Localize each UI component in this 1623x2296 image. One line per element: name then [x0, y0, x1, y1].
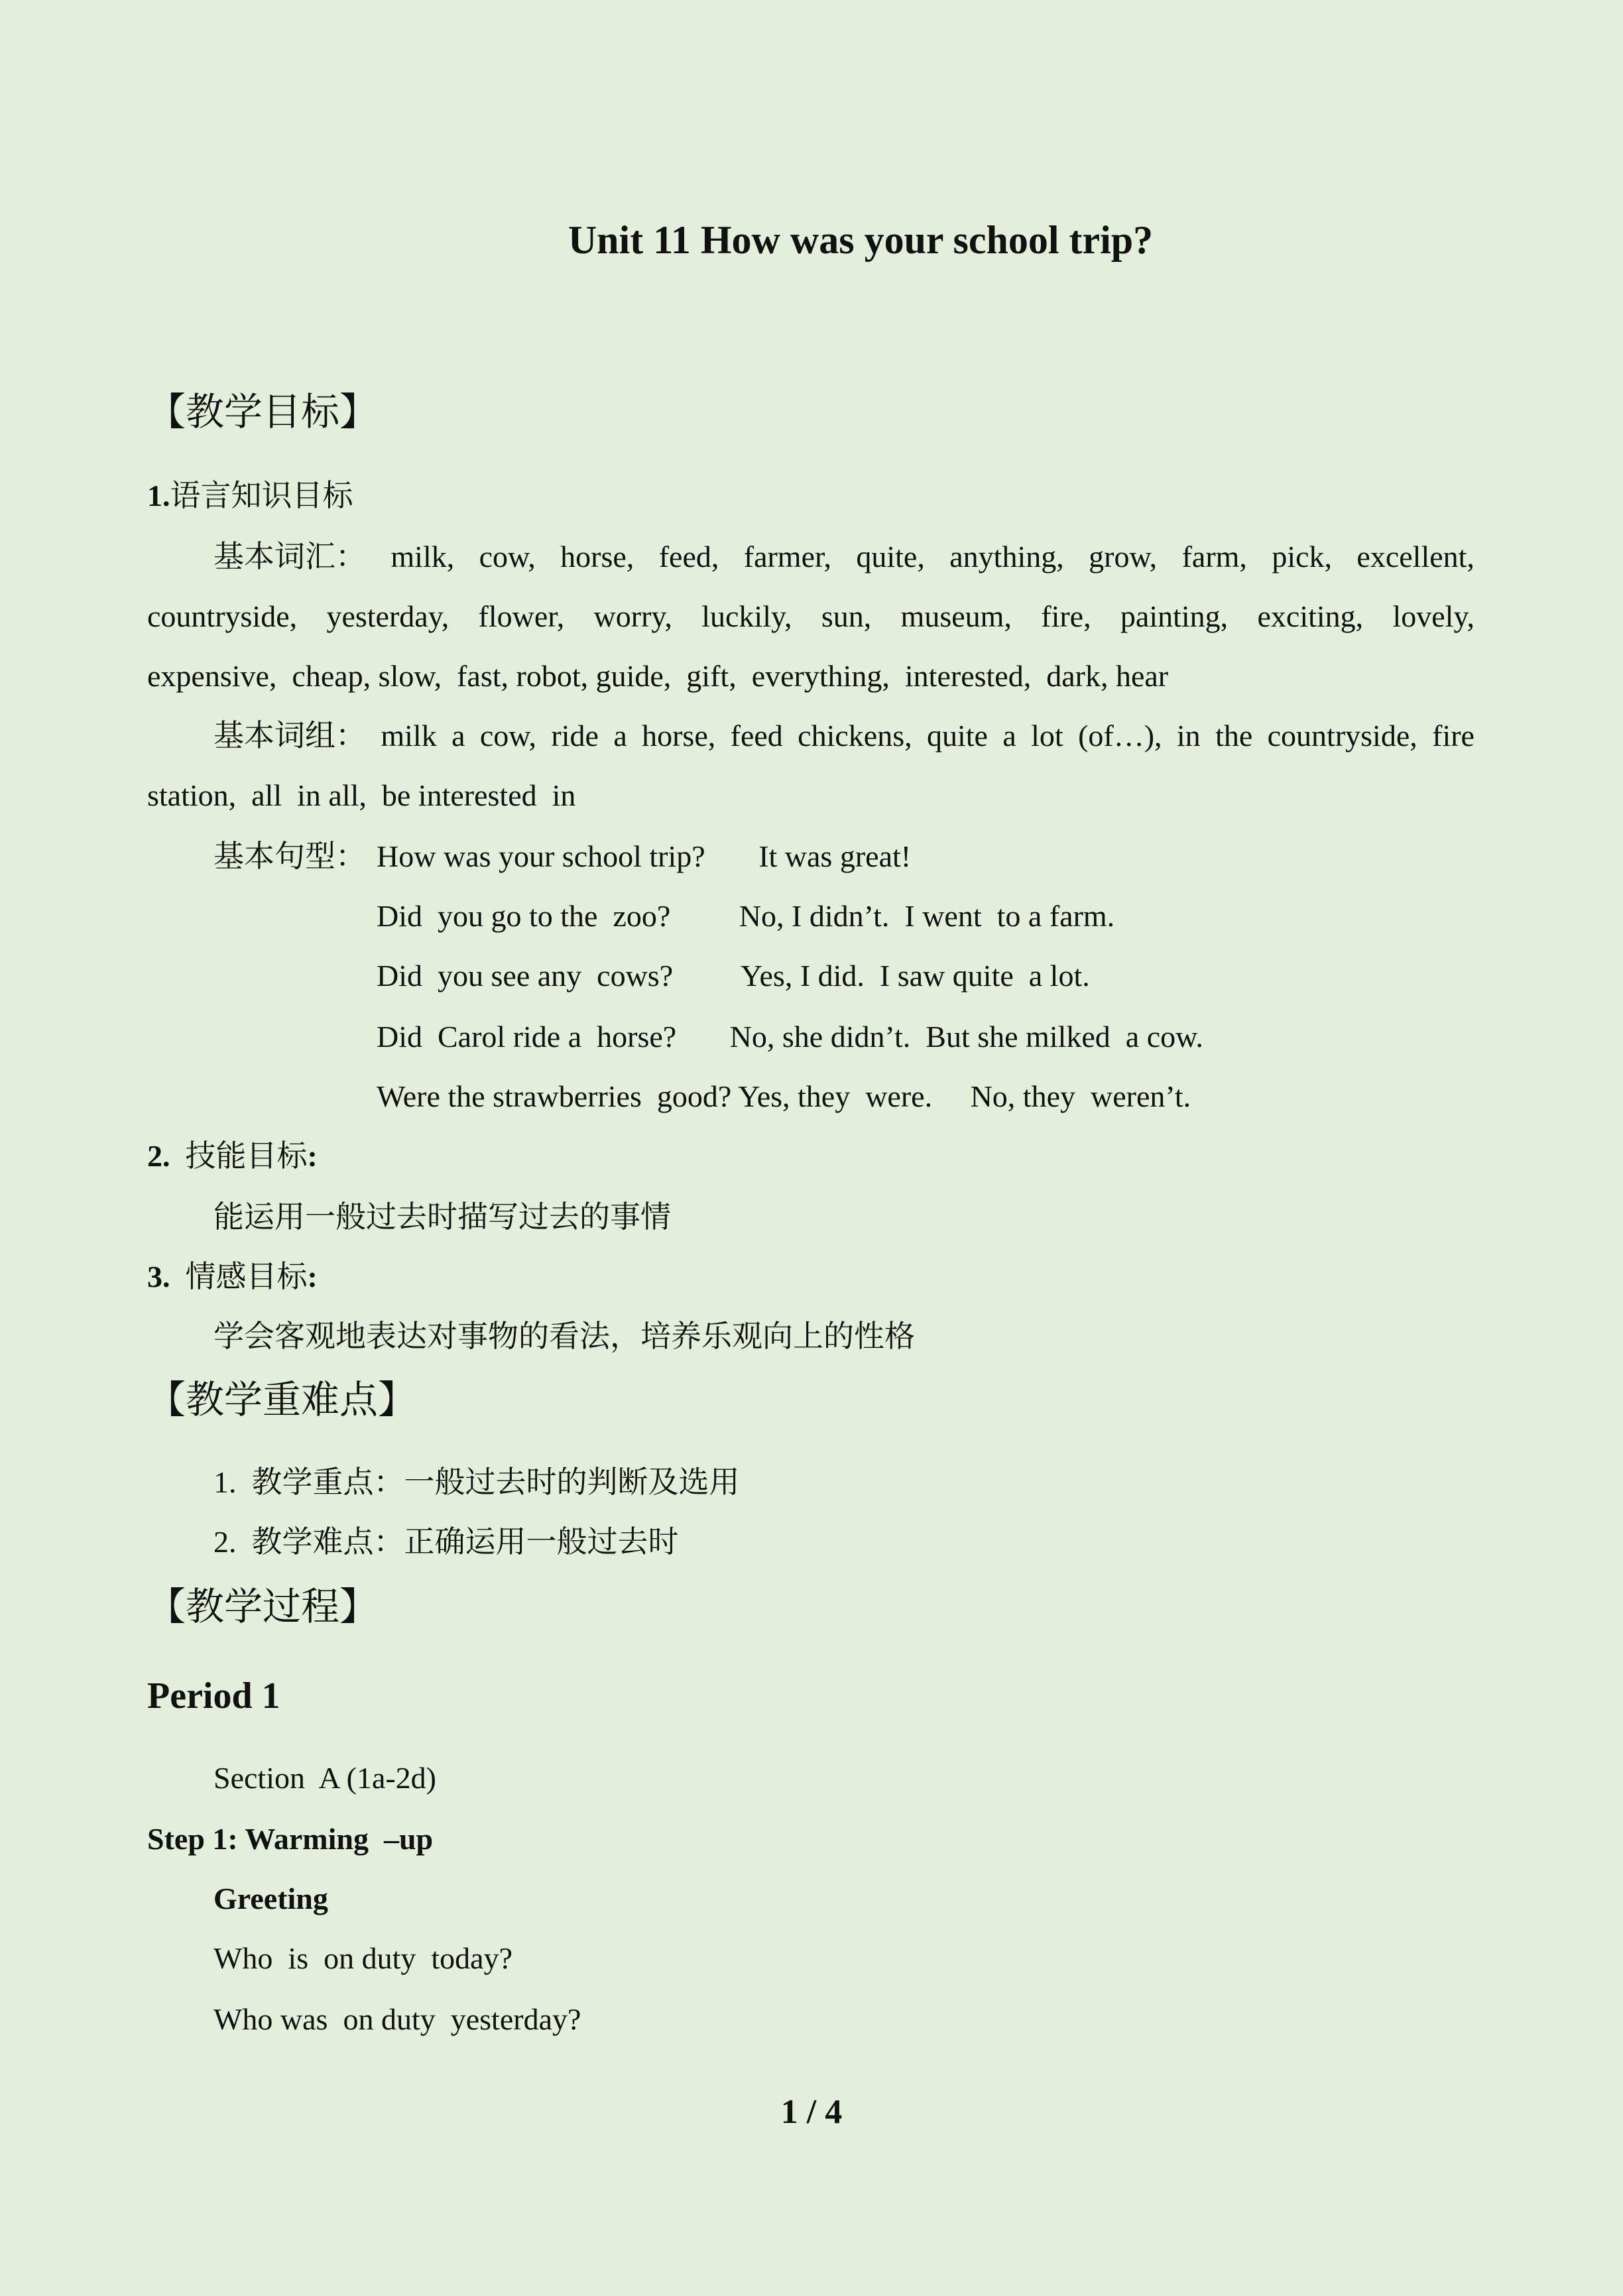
question-1: Who is on duty today? [213, 1941, 512, 1975]
sentences-label: 基本句型： [213, 839, 366, 873]
objective-1-number: 1. [147, 479, 170, 513]
vocab-word: painting, [1120, 599, 1229, 633]
phrase-word: a [451, 719, 465, 753]
objective-2-colon: : [307, 1139, 318, 1173]
objective-3-label: 情感目标 [185, 1260, 308, 1294]
objective-3-number: 3. [147, 1260, 170, 1294]
vocab-word: countryside, [147, 599, 298, 633]
sentence-pattern: Did Carol ride a horse? No, she didn’t. But she milked a cow. [377, 1020, 1203, 1054]
vocab-word: lovely, [1392, 599, 1474, 633]
phrases-line-1 [147, 716, 1474, 756]
phrases-line-2: station, all in all, be interested in [147, 778, 576, 812]
objective-2-label: 技能目标 [185, 1139, 308, 1173]
phrase-word: feed [730, 719, 783, 753]
vocab-word: cow, [479, 540, 536, 574]
phrase-word: in [1176, 719, 1201, 753]
phrase-word: a [1002, 719, 1016, 753]
objective-1-label: 语言知识目标 [170, 479, 353, 513]
phrase-word: lot [1031, 719, 1063, 753]
phrase-word: the [1215, 719, 1253, 753]
vocab-word: anything, [949, 540, 1064, 574]
page-number: 1 / 4 [780, 2093, 843, 2131]
objective-3-colon: : [307, 1260, 318, 1294]
vocabulary-line-3: expensive, cheap, slow, fast, robot, guide, gift, everything, interested, dark, hear [147, 659, 1169, 693]
section-heading-process: 【教学过程】 [147, 1585, 379, 1628]
key-point-item: 1. 教学重点：一般过去时的判断及选用 [213, 1465, 740, 1499]
sentence-pattern: Did you go to the zoo? No, I didn’t. I went to a farm. [377, 899, 1115, 933]
sentence-pattern: Did you see any cows? Yes, I did. I saw quite a lot. [377, 959, 1090, 993]
vocab-word: luckily, [701, 599, 792, 633]
vocab-word: farmer, [743, 540, 831, 574]
phrase-word: countryside, [1267, 719, 1417, 753]
vocab-word: farm, [1181, 540, 1247, 574]
objective-2-heading [147, 1136, 318, 1176]
vocab-word: excellent, [1356, 540, 1474, 574]
vocab-word: quite, [856, 540, 925, 574]
document-title: Unit 11 How was your school trip? [568, 218, 1154, 262]
period-heading: Period 1 [147, 1675, 280, 1717]
objective-3-heading [147, 1257, 318, 1297]
vocab-word: worry, [593, 599, 672, 633]
vocab-word: flower, [478, 599, 565, 633]
objective-2-text: 能运用一般过去时描写过去的事情 [213, 1200, 671, 1234]
phrase-word: milk [381, 719, 437, 753]
vocab-word: milk, [391, 540, 455, 574]
phrase-word: (of…), [1078, 719, 1162, 753]
vocab-word: pick, [1272, 540, 1333, 574]
vocab-word: grow, [1089, 540, 1158, 574]
phrase-word: cow, [479, 719, 537, 753]
vocab-word: fire, [1041, 599, 1091, 633]
vocab-word: museum, [900, 599, 1012, 633]
objective-1-heading [147, 476, 353, 516]
phrase-word: ride [551, 719, 599, 753]
vocab-word: exciting, [1257, 599, 1364, 633]
phrase-word: chickens, [798, 719, 912, 753]
objective-3-text: 学会客观地表达对事物的看法，培养乐观向上的性格 [213, 1319, 915, 1353]
phrase-word: quite [926, 719, 988, 753]
vocabulary-label: 基本词汇： [213, 540, 366, 574]
phrase-word: a [613, 719, 627, 753]
phrase-word: fire [1432, 719, 1474, 753]
vocab-word: horse, [560, 540, 634, 574]
phrase-word: horse, [642, 719, 716, 753]
sentence-pattern: Were the strawberries good? Yes, they were. No, they weren’t. [377, 1079, 1191, 1113]
key-point-item: 2. 教学难点：正确运用一般过去时 [213, 1525, 679, 1559]
vocabulary-line-2 [147, 597, 1474, 636]
greeting-heading: Greeting [213, 1882, 328, 1915]
section-heading-key-points: 【教学重难点】 [147, 1378, 417, 1421]
sentence-pattern: How was your school trip? It was great! [377, 839, 912, 873]
question-2: Who was on duty yesterday? [213, 2002, 581, 2036]
vocab-word: yesterday, [326, 599, 450, 633]
vocab-word: sun, [821, 599, 872, 633]
section-a-label: Section A (1a-2d) [213, 1761, 436, 1795]
vocabulary-line-1 [147, 537, 1474, 577]
vocab-word: feed, [658, 540, 719, 574]
phrases-label: 基本词组： [213, 719, 366, 753]
objective-2-number: 2. [147, 1139, 170, 1173]
step-1-heading: Step 1: Warming –up [147, 1822, 434, 1856]
section-heading-objectives: 【教学目标】 [147, 391, 379, 434]
